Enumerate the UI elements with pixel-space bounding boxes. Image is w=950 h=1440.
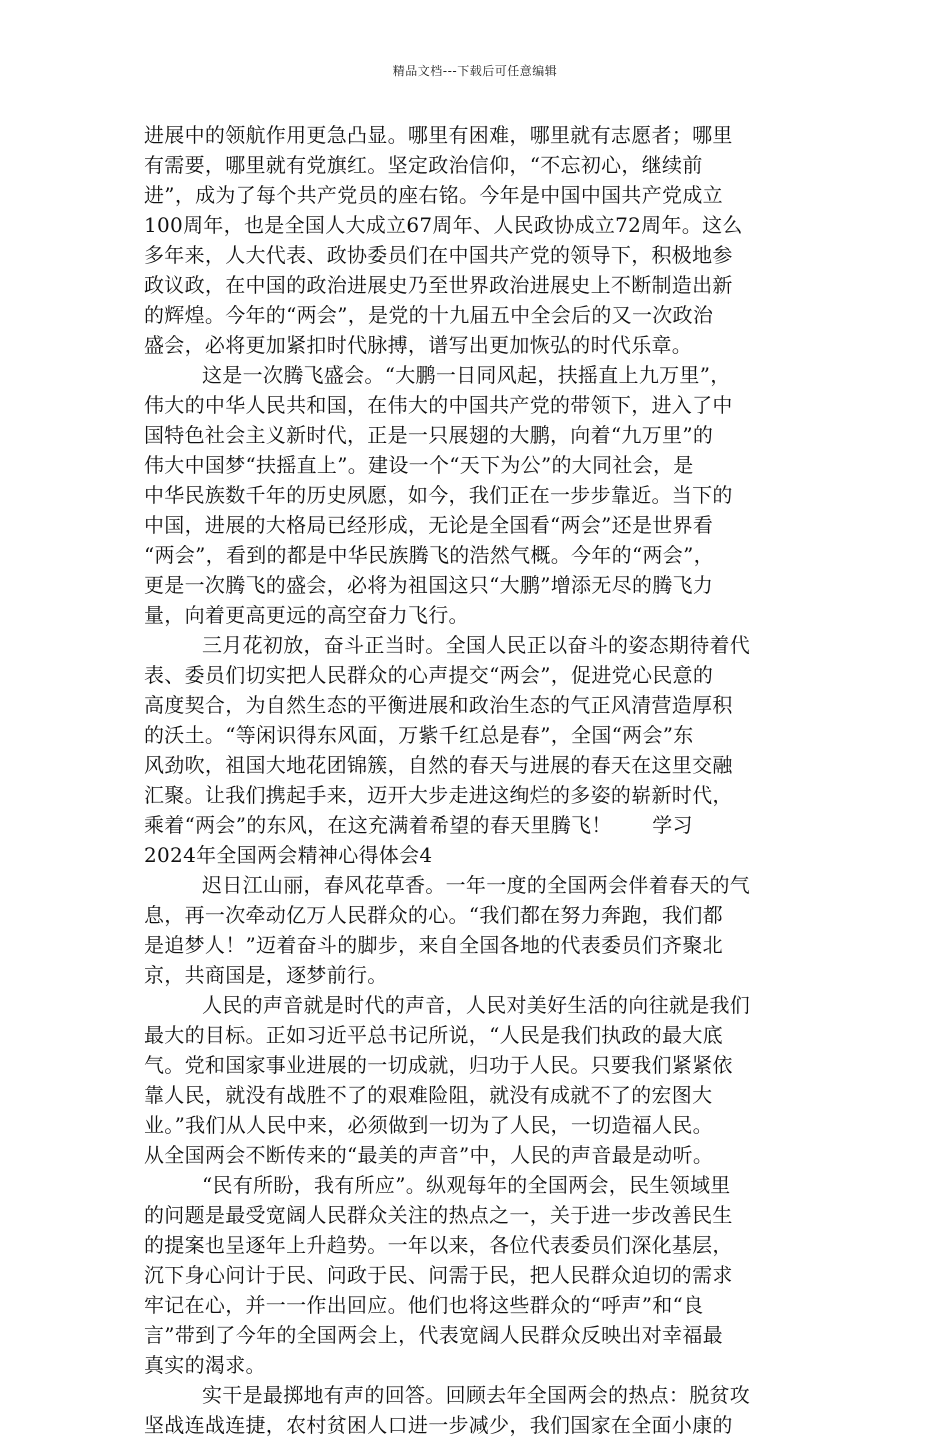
text-line: 靠人民，就没有战胜不了的艰难险阻，就没有成就不了的宏图大 [144,1083,713,1107]
text-line: 的提案也呈逐年上升趋势。一年以来，各位代表委员们深化基层， [144,1233,733,1257]
text-line: 业。”我们从人民中来，必须做到一切为了人民，一切造福人民。 [144,1113,713,1137]
paragraph-start-line: 迟日江山丽，春风花草香。一年一度的全国两会伴着春天的气 [202,873,751,897]
text-line: 乘着“两会”的东风，在这充满着希望的春天里腾飞！ 学习 [144,813,693,837]
text-line: 进展中的领航作用更急凸显。哪里有困难，哪里就有志愿者；哪里 [144,123,733,147]
paragraph-start-line: 人民的声音就是时代的声音，人民对美好生活的向往就是我们 [202,993,751,1017]
text-line: 从全国两会不断传来的“最美的声音”中，人民的声音最是动听。 [144,1143,714,1167]
paragraph-start-line: 实干是最掷地有声的回答。回顾去年全国两会的热点：脱贫攻 [202,1383,751,1407]
text-line: 牢记在心，并一一作出回应。他们也将这些群众的“呼声”和“良 [144,1293,704,1317]
text-line: 气。党和国家事业进展的一切成就，归功于人民。只要我们紧紧依 [144,1053,733,1077]
paragraph-start-line: “民有所盼，我有所应”。纵观每年的全国两会，民生领域里 [202,1173,731,1197]
text-line: 进”，成为了每个共产党员的座右铭。今年是中国中国共产党成立 [144,183,723,207]
paragraph-start-line: 三月花初放，奋斗正当时。全国人民正以奋斗的姿态期待着代 [202,633,751,657]
text-line: 多年来，人大代表、政协委员们在中国共产党的领导下，积极地参 [144,243,733,267]
text-line: 伟大的中华人民共和国，在伟大的中国共产党的带领下，进入了中 [144,393,733,417]
text-line: 中国，进展的大格局已经形成，无论是全国看“两会”还是世界看 [144,513,714,537]
body-text [144,120,814,1440]
text-line: 息，再一次牵动亿万人民群众的心。“我们都在努力奔跑，我们都 [144,903,723,927]
text-line: 政议政，在中国的政治进展史乃至世界政治进展史上不断制造出新 [144,273,733,297]
text-line: 伟大中国梦“扶摇直上”。建设一个“天下为公”的大同社会，是 [144,453,694,477]
text-line: 汇聚。让我们携起手来，迈开大步走进这绚烂的多姿的崭新时代， [144,783,733,807]
page-header: 精品文档---下载后可任意编辑 [392,64,558,78]
text-line: 言”带到了今年的全国两会上，代表宽阔人民群众反映出对幸福最 [144,1323,723,1347]
text-line: 是追梦人！”迈着奋斗的脚步，来自全国各地的代表委员们齐聚北 [144,933,723,957]
text-line: 量，向着更高更远的高空奋力飞行。 [144,603,469,627]
section-title-line: 2024年全国两会精神心得体会4 [144,843,433,867]
text-line: 沉下身心问计于民、问政于民、问需于民，把人民群众迫切的需求 [144,1263,733,1287]
text-line: 中华民族数千年的历史夙愿，如今，我们正在一步步靠近。当下的 [144,483,733,507]
paragraph-start-line: 这是一次腾飞盛会。“大鹏一日同风起，扶摇直上九万里”， [202,363,731,387]
text-line: 最大的目标。正如习近平总书记所说，“人民是我们执政的最大底 [144,1023,723,1047]
text-line: 坚战连战连捷，农村贫困人口进一步减少，我们国家在全面小康的 [144,1413,733,1437]
text-line: 国特色社会主义新时代，正是一只展翅的大鹏，向着“九万里”的 [144,423,714,447]
text-line: 100周年，也是全国人大成立67周年、人民政协成立72周年。这么 [144,213,743,237]
text-line: 风劲吹，祖国大地花团锦簇，自然的春天与进展的春天在这里交融 [144,753,733,777]
text-line: 的沃土。“等闲识得东风面，万紫千红总是春”，全国“两会”东 [144,723,694,747]
text-line: 表、委员们切实把人民群众的心声提交“两会”，促进党心民意的 [144,663,714,687]
text-line: 的问题是最受宽阔人民群众关注的热点之一，关于进一步改善民生 [144,1203,733,1227]
text-line: “两会”，看到的都是中华民族腾飞的浩然气概。今年的“两会”， [144,543,714,567]
text-line: 京，共商国是，逐梦前行。 [144,963,388,987]
text-line: 高度契合，为自然生态的平衡进展和政治生态的气正风清营造厚积 [144,693,733,717]
text-line: 更是一次腾飞的盛会，必将为祖国这只“大鹏”增添无尽的腾飞力 [144,573,714,597]
text-line: 的辉煌。今年的“两会”，是党的十九届五中全会后的又一次政治 [144,303,714,327]
text-line: 有需要，哪里就有党旗红。坚定政治信仰，“不忘初心，继续前 [144,153,703,177]
text-line: 真实的渴求。 [144,1353,266,1377]
text-line: 盛会，必将更加紧扣时代脉搏，谱写出更加恢弘的时代乐章。 [144,333,693,357]
